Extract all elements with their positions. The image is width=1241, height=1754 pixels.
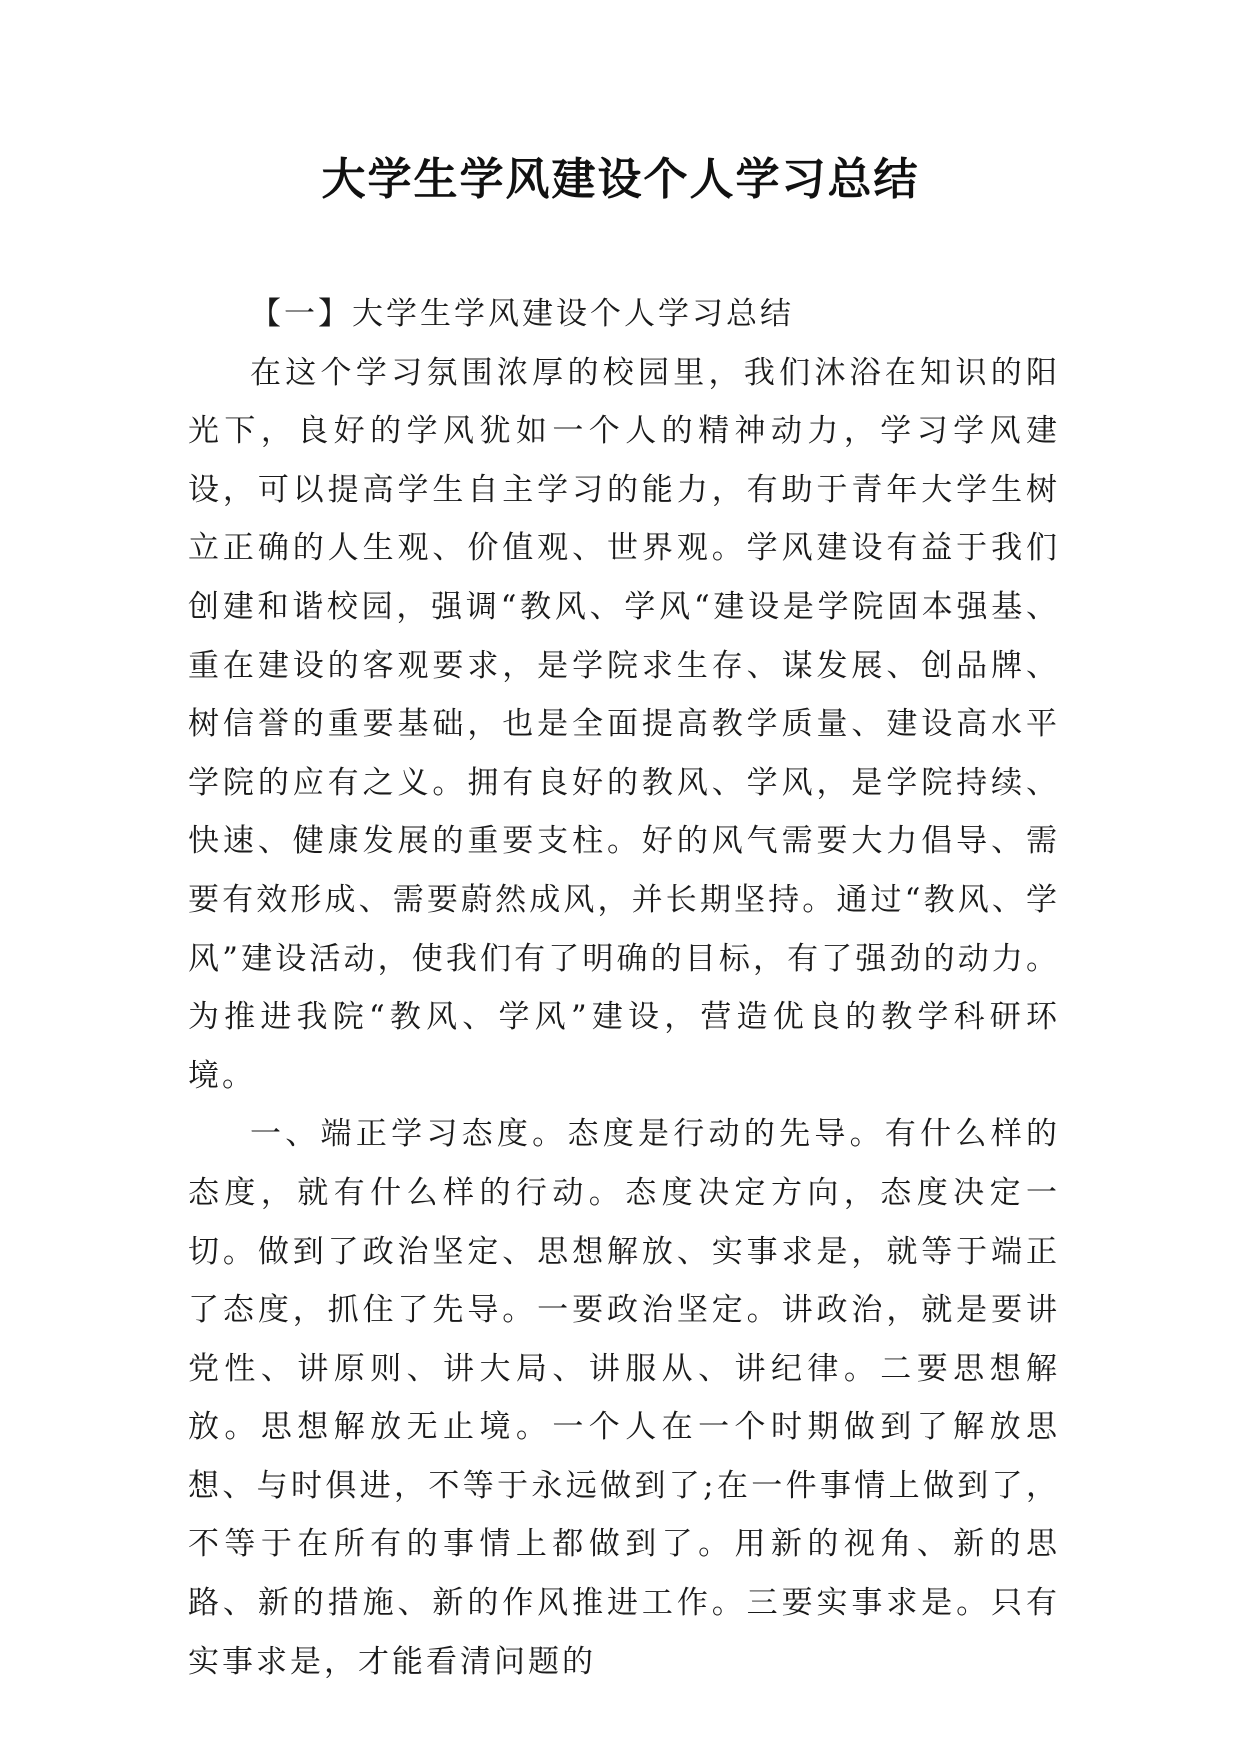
document-title: 大学生学风建设个人学习总结 bbox=[321, 154, 920, 205]
paragraph-attitude: 一、端正学习态度。态度是行动的先导。有什么样的态度，就有什么样的行动。态度决定方向，态度决定一切。做到了政治坚定、思想解放、实事求是，就等于端正了态度，抓住了先导。一要政治坚定。讲政治，就是要讲党性、讲原则、讲大局、讲服从、讲纪律。二要思想解放。思想解放无止境。一个人在一个时期做到了解放思想、与时俱进，不等于永远做到了;在一件事情上做到了，不等于在所有的事情上都做到了。用新的视角、新的思路、新的措施、新的作风推进工作。三要实事求是。只有实事求是，才能看清问题的 bbox=[188, 1116, 1060, 1680]
paragraph-intro: 在这个学习氛围浓厚的校园里，我们沐浴在知识的阳光下，良好的学风犹如一个人的精神动力，学习学风建设，可以提高学生自主学习的能力，有助于青年大学生树立正确的人生观、价值观、世界观。学风建设有益于我们创建和谐校园，强调“教风、学风“建设是学院固本强基、重在建设的客观要求，是学院求生存、谋发展、创品牌、树信誉的重要基础，也是全面提高教学质量、建设高水平学院的应有之义。拥有良好的教风、学风，是学院持续、快速、健康发展的重要支柱。好的风气需要大力倡导、需要有效形成、需要蔚然成风，并长期坚持。通过“教风、学风”建设活动，使我们有了明确的目标，有了强劲的动力。为推进我院“教风、学风”建设，营造优良的教学科研环境。 bbox=[188, 354, 1060, 1094]
document-body bbox=[188, 285, 1060, 1691]
section-heading: 【一】大学生学风建设个人学习总结 bbox=[250, 296, 794, 332]
